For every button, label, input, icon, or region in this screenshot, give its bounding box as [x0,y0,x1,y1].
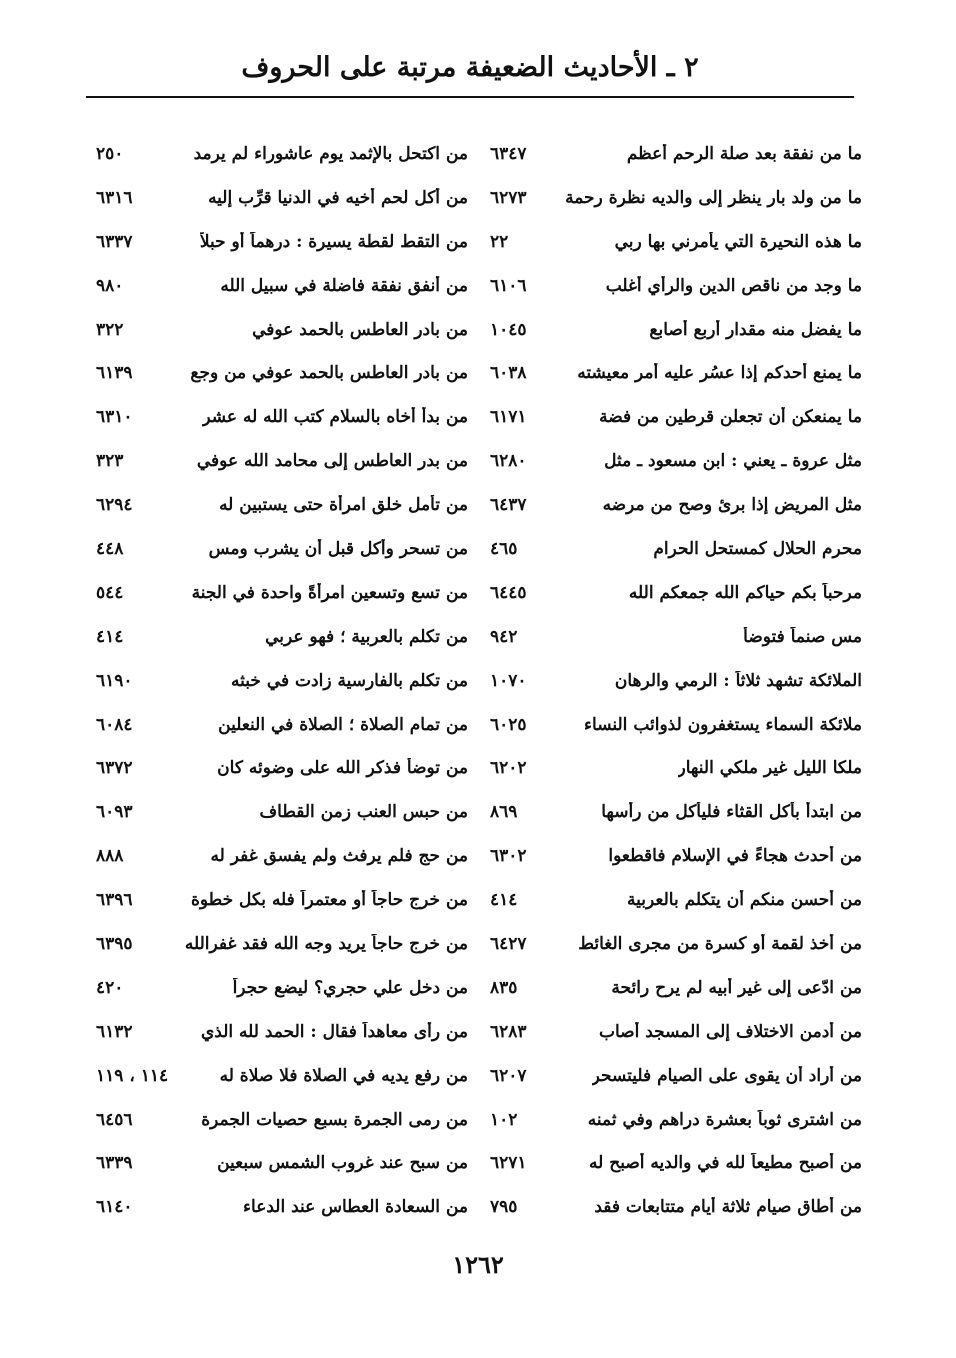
index-entry [490,1054,862,1098]
index-entry [96,790,468,834]
index-entry [96,176,468,220]
hadith-number: ٦٢٩٤ [96,495,133,516]
hadith-incipit: الملائكة تشهد ثلاثاً : الرمي والرهان [614,670,862,691]
hadith-incipit: من خرج حاجاً يريد وجه الله فقد غفرالله [184,933,468,954]
index-entry [96,439,468,483]
hadith-number: ٦٢٧٣ [490,187,527,208]
hadith-number: ٦٤٣٧ [490,495,527,516]
hadith-number: ٦٣٧٢ [96,758,133,779]
hadith-number: ٨٦٩ [490,802,518,823]
hadith-incipit: من رفع يديه في الصلاة فلا صلاة له [219,1065,468,1086]
index-entry [490,922,862,966]
hadith-incipit: ما من نفقة بعد صلة الرحم أعظم [626,143,862,164]
hadith-number: ٦٠٢٥ [490,714,527,735]
index-entry [490,395,862,439]
hadith-number: ١٠٤٥ [490,319,527,340]
index-entry [490,264,862,308]
hadith-incipit: من بدر العاطس إلى محامد الله عوفي [196,451,468,472]
index-entry [96,132,468,176]
hadith-incipit: من بادر العاطس بالحمد عوفي [252,319,468,340]
hadith-number: ٦٠٨٤ [96,714,133,735]
hadith-incipit: ملكا الليل غير ملكي النهار [677,758,862,779]
index-column-left [96,132,468,1229]
hadith-incipit: من ابتدأ بأكل القثاء فليأكل من رأسها [601,802,862,823]
hadith-number: ١٠٢ [490,1109,518,1130]
hadith-incipit: من تسحر وأكل قبل أن يشرب ومس [208,538,468,559]
hadith-incipit: من تأمل خلق امرأة حتى يستبين له [219,495,468,516]
hadith-incipit: من أطاق صيام ثلاثة أيام متتابعات فقد [594,1197,862,1218]
index-entry [490,1141,862,1185]
hadith-incipit: من أراد أن يقوى على الصيام فليتسحر [591,1065,862,1086]
hadith-incipit: من أدمن الاختلاف إلى المسجد أصاب [598,1021,862,1042]
page-header: ٢ ـ الأحاديث الضعيفة مرتبة على الحروف [241,52,699,83]
index-entry [96,527,468,571]
hadith-incipit: من اشترى ثوباً بعشرة دراهم وفي ثمنه [587,1109,862,1130]
hadith-number: ٦٠٩٣ [96,802,133,823]
index-entry [96,703,468,747]
index-entry [490,966,862,1010]
index-entry [490,176,862,220]
index-entry [490,878,862,922]
hadith-number: ٦٣٣٧ [96,231,133,252]
header-rule [86,96,854,98]
hadith-number: ٦٤٤٥ [490,582,527,603]
index-entry [490,790,862,834]
hadith-number: ٦٢٨٠ [490,451,527,472]
hadith-incipit: ما يمنع أحدكم إذا عسُر عليه أمر معيشته [577,363,862,384]
hadith-incipit: من أكل لحم أخيه في الدنيا قرِّب إليه [208,187,468,208]
hadith-incipit: ما هذه النحيرة التي يأمرني بها ربي [614,231,862,252]
hadith-number: ٨٣٥ [490,977,518,998]
hadith-number: ٦٤٥٦ [96,1109,133,1130]
hadith-incipit: ما يفضل منه مقدار أربع أصابع [649,319,862,340]
index-entry [490,220,862,264]
hadith-incipit: من أخذ لقمة أو كسرة من مجرى الغائط [578,933,862,954]
index-entry [96,220,468,264]
hadith-incipit: من ادّعى إلى غير أبيه لم يرح رائحة [611,977,862,998]
hadith-number: ٦١٤٠ [96,1197,133,1218]
hadith-number: ٦٣٩٥ [96,933,133,954]
hadith-incipit: من حج فلم يرفث ولم يفسق غفر له [210,846,468,867]
index-entry [490,1098,862,1142]
index-entry [490,746,862,790]
hadith-incipit: محرم الحلال كمستحل الحرام [653,538,862,559]
hadith-incipit: من سبح عند غروب الشمس سبعين [217,1153,468,1174]
hadith-incipit: من خرج حاجاً أو معتمراً فله بكل خطوة [190,890,468,911]
hadith-number: ٥٤٤ [96,582,124,603]
index-entry [96,351,468,395]
hadith-incipit: من السعادة العطاس عند الدعاء [243,1197,468,1218]
hadith-number: ٨٨٨ [96,846,124,867]
hadith-incipit: من رأى معاهداً فقال : الحمد لله الذي [200,1021,468,1042]
hadith-incipit: مرحباً بكم حياكم الله جمعكم الله [628,582,862,603]
hadith-incipit: من دخل علي حجري؟ ليضع حجراً [232,977,468,998]
hadith-number: ٣٢٣ [96,451,124,472]
hadith-number: ٦٤٢٧ [490,933,527,954]
hadith-number: ٦٣٠٢ [490,846,527,867]
hadith-number: ٣٢٢ [96,319,124,340]
hadith-number: ٤٦٥ [490,538,518,559]
hadith-incipit: مثل عروة ـ يعني : ابن مسعود ـ مثل [604,451,862,472]
index-entry [490,703,862,747]
index-entry [490,571,862,615]
hadith-incipit: من توضأ فذكر الله على وضوئه كان [217,758,468,779]
hadith-incipit: ما يمنعكن أن تجعلن قرطين من فضة [599,407,862,428]
hadith-number: ٤١٤ [490,890,518,911]
hadith-number: ٩٤٢ [490,626,518,647]
hadith-number: ٦٣١٠ [96,407,133,428]
index-entry [96,659,468,703]
index-column-right [490,132,862,1229]
hadith-number: ٢٥٠ [96,143,124,164]
hadith-number: ٢٢ [490,231,509,252]
hadith-number: ٦١٩٠ [96,670,133,691]
hadith-incipit: من أنفق نفقة فاضلة في سبيل الله [220,275,468,296]
hadith-number: ٦٢٠٢ [490,758,527,779]
index-entry [490,132,862,176]
index-entry [490,483,862,527]
index-entry [490,834,862,878]
index-entry [490,527,862,571]
hadith-number: ٦٠٣٨ [490,363,527,384]
hadith-number: ٦٣٩٦ [96,890,133,911]
hadith-number: ٩٨٠ [96,275,124,296]
hadith-number: ٦١٧١ [490,407,527,428]
hadith-number: ٦٢٨٣ [490,1021,527,1042]
hadith-incipit: من تمام الصلاة ؛ الصلاة في النعلين [218,714,468,735]
index-entry [490,1185,862,1229]
hadith-number: ٦٢٠٧ [490,1065,527,1086]
hadith-number: ٦٣٤٧ [490,143,527,164]
hadith-incipit: من أصبح مطيعاً لله في والديه أصبح له [589,1153,862,1174]
index-entry [96,615,468,659]
index-entry [490,615,862,659]
hadith-incipit: من بادر العاطس بالحمد عوفي من وجع [190,363,468,384]
hadith-number: ٤٤٨ [96,538,124,559]
hadith-incipit: من تكلم بالفارسية زادت في خبثه [231,670,468,691]
hadith-incipit: من بدأ أخاه بالسلام كتب الله له عشر [202,407,468,428]
index-entry [96,1010,468,1054]
hadith-number: ٧٩٥ [490,1197,518,1218]
index-entry [96,746,468,790]
index-entry [96,264,468,308]
hadith-number: ١١٤ ، ١١٩ [96,1065,169,1086]
hadith-incipit: من رمى الجمرة بسبع حصيات الجمرة [201,1109,468,1130]
hadith-number: ١٠٧٠ [490,670,527,691]
index-entry [96,1141,468,1185]
hadith-incipit: من تسع وتسعين امرأةً واحدة في الجنة [191,582,468,603]
hadith-incipit: من تكلم بالعربية ؛ فهو عربي [265,626,468,647]
index-entry [490,1010,862,1054]
index-entry [96,1185,468,1229]
hadith-incipit: مس صنماً فتوضأ [743,626,862,647]
index-entry [96,922,468,966]
index-entry [96,1054,468,1098]
hadith-number: ٦١٠٦ [490,275,527,296]
hadith-incipit: من حبس العنب زمن القطاف [259,802,468,823]
hadith-incipit: من التقط لقطة يسيرة : درهماً أو حبلاً [199,231,468,252]
index-entry [96,966,468,1010]
hadith-incipit: مثل المريض إذا برئ وصح من مرضه [602,495,862,516]
hadith-number: ٦١٣٩ [96,363,133,384]
index-entry [96,308,468,352]
hadith-number: ٦٣٣٩ [96,1153,133,1174]
index-entry [96,483,468,527]
index-entry [490,439,862,483]
hadith-incipit: من اكتحل بالإثمد يوم عاشوراء لم يرمد [193,143,468,164]
index-entry [490,351,862,395]
hadith-number: ٦١٣٢ [96,1021,133,1042]
hadith-incipit: ملائكة السماء يستغفرون لذوائب النساء [584,714,862,735]
hadith-incipit: ما وجد من ناقص الدين والرأي أغلب [605,275,862,296]
hadith-number: ٤٢٠ [96,977,124,998]
index-entry [96,1098,468,1142]
index-entry [96,878,468,922]
hadith-number: ٤١٤ [96,626,124,647]
hadith-incipit: من أحدث هجاءً في الإسلام فاقطعوا [608,846,862,867]
hadith-number: ٦٢٧١ [490,1153,527,1174]
index-entry [96,395,468,439]
page-number: ١٢٦٢ [452,1250,504,1279]
index-entry [490,659,862,703]
hadith-incipit: من أحسن منكم أن يتكلم بالعربية [627,890,862,911]
index-entry [96,571,468,615]
hadith-incipit: ما من ولد بار ينظر إلى والديه نظرة رحمة [565,187,862,208]
index-entry [96,834,468,878]
index-entry [490,308,862,352]
hadith-number: ٦٣١٦ [96,187,133,208]
